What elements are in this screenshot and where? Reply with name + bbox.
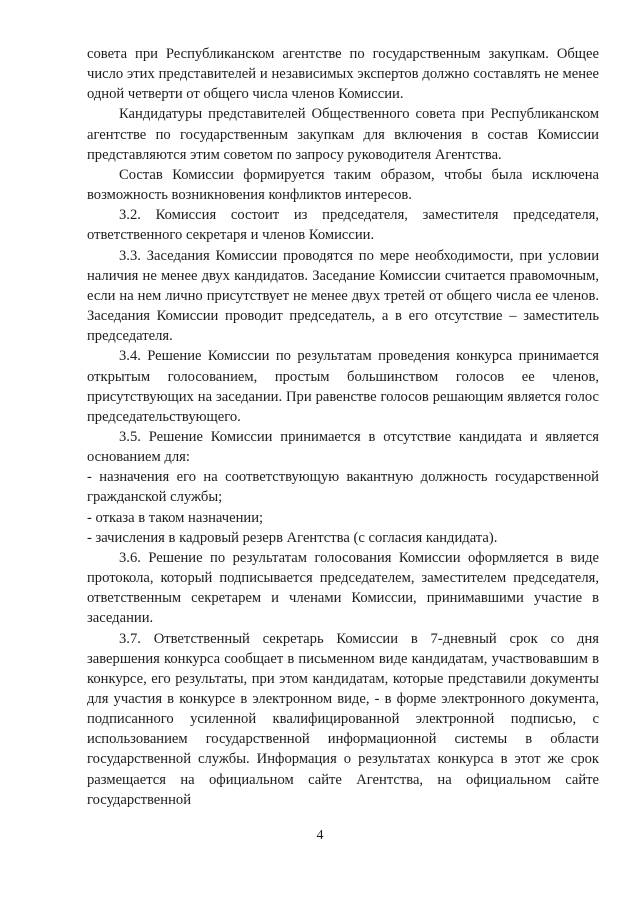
paragraph-continuation: совета при Республиканском агентстве по государственным закупкам. Общее число этих представителей и независимых экспертов должно составлять не менее одной четверти от общего числа членов Комиссии.	[87, 46, 599, 103]
paragraph-3-7: 3.7. Ответственный секретарь Комиссии в 7-дневный срок со дня завершения конкурса сообщает в письменном виде кандидатам, участвовавшим в конкурсе, его результаты, при этом кандидатам, которые представили документы для участия в конкурсе в электронном виде, - в форме электронного документа, подписанного усиленной квалифицированной электронной подписью, с использованием государственной информационной системы в области государственной службы. Информация о результатах конкурса в этот же срок размещается на официальном сайте Агентства, на официальном сайте государственной	[87, 630, 599, 808]
list-item-refusal: - отказа в таком назначении;	[87, 509, 264, 526]
paragraph-3-2: 3.2. Комиссия состоит из председателя, заместителя председателя, ответственного секретаря и членов Комиссии.	[87, 207, 599, 244]
page-number: 4	[316, 828, 324, 843]
list-item-reserve: - зачисления в кадровый резерв Агентства (с согласия кандидата).	[87, 529, 498, 546]
list-item-appointment: - назначения его на соответствующую вакантную должность государственной гражданской службы;	[87, 469, 599, 506]
paragraph-conflict-of-interest: Состав Комиссии формируется таким образом, чтобы была исключена возможность возникновения конфликтов интересов.	[87, 166, 599, 204]
paragraph-3-3: 3.3. Заседания Комиссии проводятся по мере необходимости, при условии наличия не менее двух кандидатов. Заседание Комиссии считается правомочным, если на нем лично присутствует не менее двух третей от общего числа ее членов. Заседания Комиссии проводит председатель, а в его отсутствие – заместитель председателя.	[87, 247, 599, 345]
paragraph-candidates: Кандидатуры представителей Общественного совета при Республиканском агентстве по государственным закупкам для включения в состав Комиссии представляются этим советом по запросу руководителя Агентства.	[87, 106, 599, 163]
document-body	[87, 44, 599, 810]
paragraph-3-6: 3.6. Решение по результатам голосования Комиссии оформляется в виде протокола, который подписывается председателем, заместителем председателя, ответственным секретарем и членами Комиссии, принимавшими участие в заседании.	[87, 549, 599, 627]
paragraph-3-5: 3.5. Решение Комиссии принимается в отсутствие кандидата и является основанием для:	[87, 428, 599, 466]
paragraph-3-4: 3.4. Решение Комиссии по результатам проведения конкурса принимается открытым голосованием, простым большинством голосов ее членов, присутствующих на заседании. При равенстве голосов решающим является голос председательствующего.	[87, 348, 599, 425]
